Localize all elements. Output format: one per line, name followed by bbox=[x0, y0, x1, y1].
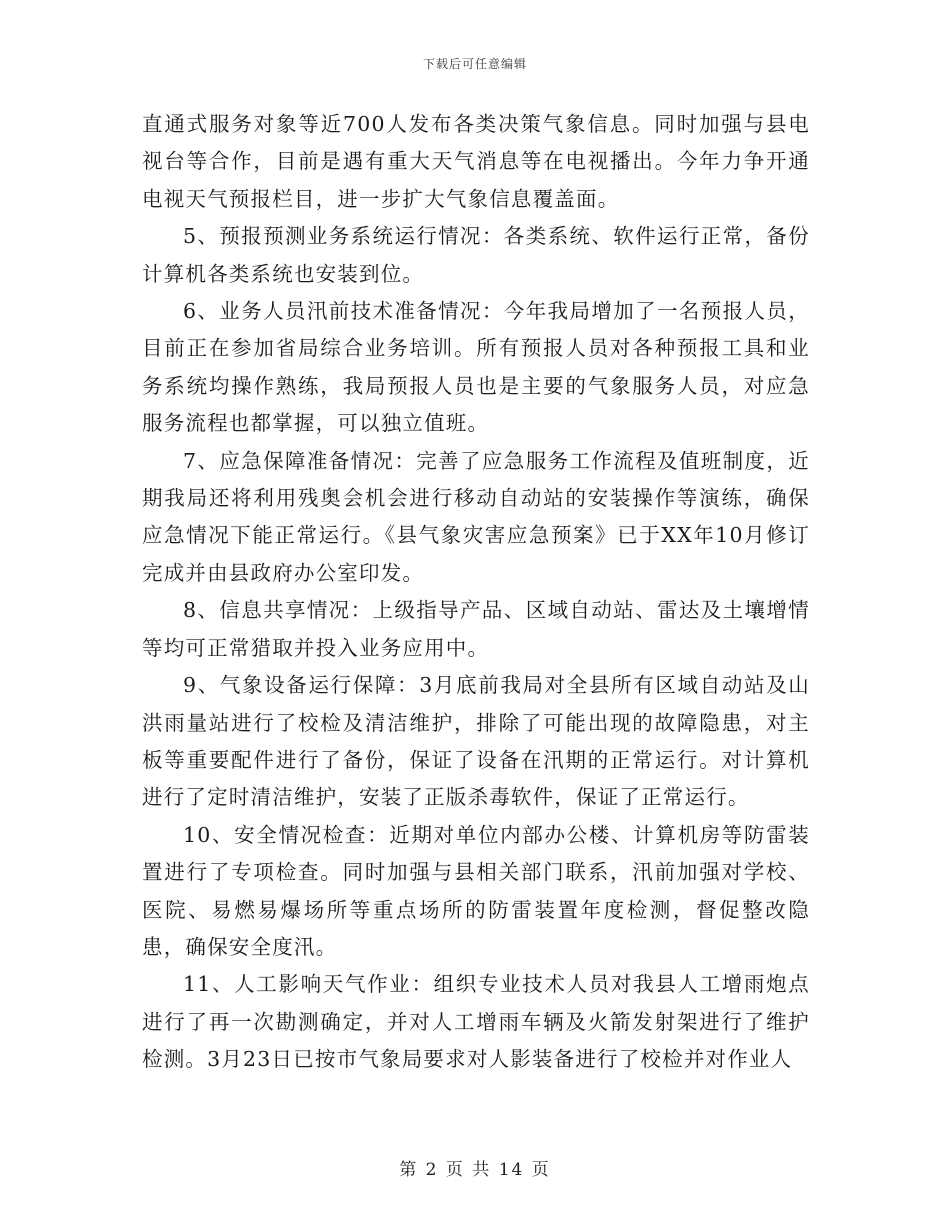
paragraph-continuation: 直通式服务对象等近700人发布各类决策气象信息。同时加强与县电视台等合作，目前是遇有重大天气消息等在电视播出。今年力争开通电视天气预报栏目，进一步扩大气象信息覆盖面。 bbox=[142, 112, 810, 211]
paragraph-item-6: 6、业务人员汛前技术准备情况：今年我局增加了一名预报人员，目前正在参加省局综合业务培训。所有预报人员对各种预报工具和业务系统均操作熟练，我局预报人员也是主要的气象服务人员，对应急服务流程也都掌握，可以独立值班。 bbox=[142, 299, 810, 436]
paragraph-item-9: 9、气象设备运行保障：3月底前我局对全县所有区域自动站及山洪雨量站进行了校检及清洁维护，排除了可能出现的故障隐患，对主板等重要配件进行了备份，保证了设备在汛期的正常运行。对计算机进行了定时清洁维护，安装了正版杀毒软件，保证了正常运行。 bbox=[142, 673, 810, 810]
document-body bbox=[142, 106, 810, 1079]
paragraph-item-11: 11、人工影响天气作业：组织专业技术人员对我县人工增雨炮点进行了再一次勘测确定，并对人工增雨车辆及火箭发射架进行了维护检测。3月23日已按市气象局要求对人影装备进行了校检并对作业人 bbox=[142, 972, 810, 1072]
paragraph-item-5: 5、预报预测业务系统运行情况：各类系统、软件运行正常，备份计算机各类系统也安装到位。 bbox=[142, 224, 810, 286]
paragraph-item-7: 7、应急保障准备情况：完善了应急服务工作流程及值班制度，近期我局还将利用残奥会机会进行移动自动站的安装操作等演练，确保应急情况下能正常运行。《县气象灾害应急预案》已于XX年10月修订完成并由县政府办公室印发。 bbox=[142, 448, 810, 585]
paragraph-item-8: 8、信息共享情况：上级指导产品、区域自动站、雷达及土壤增情等均可正常猎取并投入业务应用中。 bbox=[142, 598, 810, 660]
paragraph-item-10: 10、安全情况检查：近期对单位内部办公楼、计算机房等防雷装置进行了专项检查。同时加强与县相关部门联系，汛前加强对学校、医院、易燃易爆场所等重点场所的防雷装置年度检测，督促整改隐患，确保安全度汛。 bbox=[142, 822, 810, 959]
header-note: 下载后可任意编辑 bbox=[422, 57, 527, 71]
page-number: 第 2 页 共 14 页 bbox=[399, 1160, 551, 1180]
